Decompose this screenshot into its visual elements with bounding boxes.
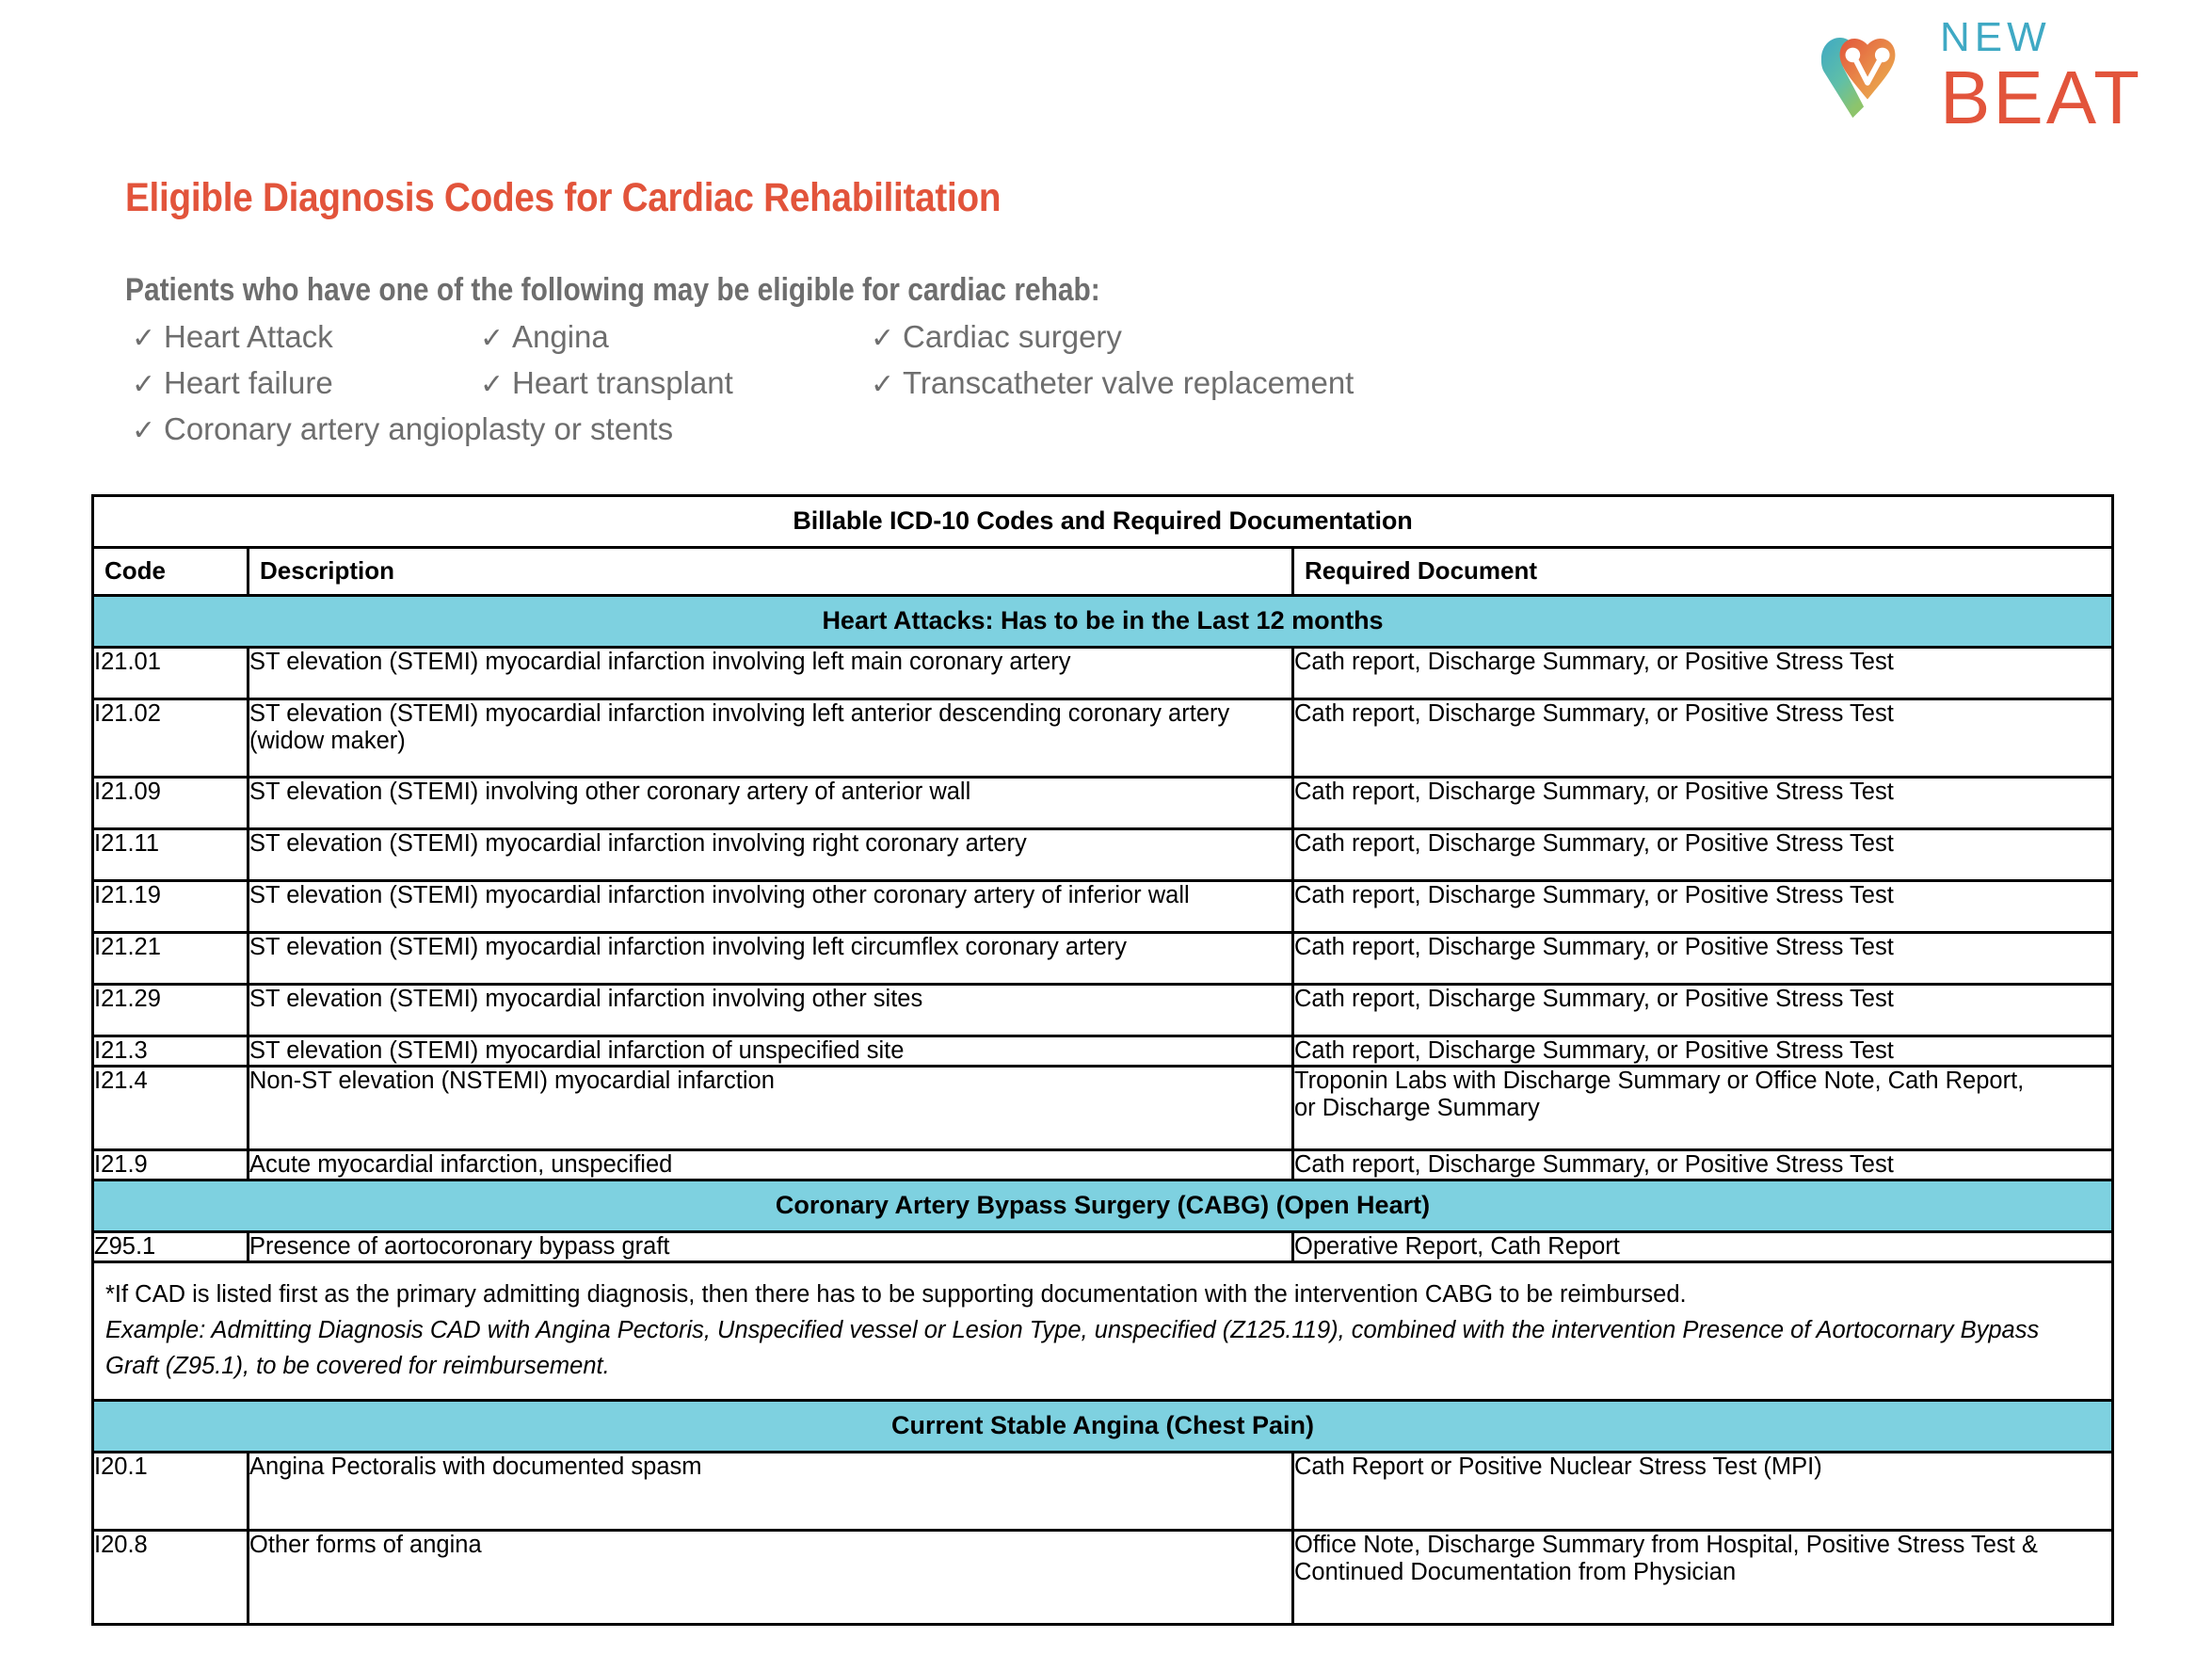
- list-item: [480, 314, 871, 361]
- cell-required-document: Cath report, Discharge Summary, or Positive Stress Test: [1293, 778, 2113, 829]
- cell-description: ST elevation (STEMI) myocardial infarction of unspecified site: [248, 1036, 1293, 1067]
- table-caption-row: [93, 496, 2113, 548]
- cell-code: I21.21: [93, 933, 248, 985]
- cell-description: ST elevation (STEMI) involving other coronary artery of anterior wall: [248, 778, 1293, 829]
- checklist-row: [132, 314, 1468, 361]
- cell-description: ST elevation (STEMI) myocardial infarction involving other coronary artery of inferior wall: [248, 881, 1293, 933]
- cell-required-document: Operative Report, Cath Report: [1293, 1232, 2113, 1262]
- table-caption: Billable ICD-10 Codes and Required Documentation: [93, 496, 2113, 548]
- checklist-row: [132, 407, 1468, 453]
- cell-description: Acute myocardial infarction, unspecified: [248, 1150, 1293, 1180]
- cell-description: ST elevation (STEMI) myocardial infarction involving left anterior descending coronary artery (widow maker): [248, 699, 1293, 778]
- eligibility-checklist: [132, 314, 1468, 453]
- list-item-label: Heart Attack: [164, 319, 333, 354]
- intro-text: Patients who have one of the following may be eligible for cardiac rehab:: [125, 272, 1100, 308]
- cell-required-document: Cath report, Discharge Summary, or Positive Stress Test: [1293, 985, 2113, 1036]
- table-row: [93, 699, 2113, 778]
- cell-description: ST elevation (STEMI) myocardial infarction involving left main coronary artery: [248, 648, 1293, 699]
- cell-code: I21.02: [93, 699, 248, 778]
- cell-required-line-1: Office Note, Discharge Summary from Hospital, Positive Stress Test &: [1294, 1532, 2038, 1558]
- table-row: [93, 933, 2113, 985]
- table-row: [93, 881, 2113, 933]
- cabg-footnote-cell: [93, 1262, 2113, 1401]
- checklist-row: [132, 361, 1468, 407]
- cell-code: I21.19: [93, 881, 248, 933]
- check-icon: ✓: [132, 369, 156, 400]
- cell-code: Z95.1: [93, 1232, 248, 1262]
- page-title: Eligible Diagnosis Codes for Cardiac Rehabilitation: [125, 175, 1002, 220]
- cell-description: Presence of aortocoronary bypass graft: [248, 1232, 1293, 1262]
- list-item: [132, 314, 480, 361]
- footnote-primary: *If CAD is listed first as the primary admitting diagnosis, then there has to be supporting documentation with the intervention CABG to be reimbursed.: [105, 1281, 1687, 1308]
- table-row: [93, 1150, 2113, 1180]
- table-row: [93, 648, 2113, 699]
- cell-required-line-1: Troponin Labs with Discharge Summary or Office Note, Cath Report,: [1294, 1068, 2025, 1094]
- section-header-label: Heart Attacks: Has to be in the Last 12 months: [93, 596, 2113, 648]
- cell-description: Other forms of angina: [248, 1531, 1293, 1625]
- cell-required-document: [1293, 1531, 2113, 1625]
- cabg-footnote-row: [93, 1262, 2113, 1401]
- list-item: [871, 314, 1122, 361]
- cell-description: ST elevation (STEMI) myocardial infarction involving right coronary artery: [248, 829, 1293, 881]
- cell-code: I21.4: [93, 1067, 248, 1150]
- logo-beat-text: BEAT: [1939, 56, 2142, 139]
- list-item-label: Cardiac surgery: [903, 319, 1122, 354]
- cell-required-document: Cath report, Discharge Summary, or Positive Stress Test: [1293, 1150, 2113, 1180]
- table-row: [93, 1453, 2113, 1531]
- cell-required-document: Cath report, Discharge Summary, or Positive Stress Test: [1293, 699, 2113, 778]
- check-icon: ✓: [871, 369, 895, 400]
- table-header-row: [93, 548, 2113, 596]
- list-item-label: Coronary artery angioplasty or stents: [164, 411, 674, 446]
- check-icon: ✓: [132, 323, 156, 354]
- section-header-angina: [93, 1401, 2113, 1453]
- list-item-label: Transcatheter valve replacement: [903, 365, 1354, 400]
- table-row: [93, 778, 2113, 829]
- brand-logo: [1812, 14, 2142, 139]
- cell-required-line-2: Continued Documentation from Physician: [1294, 1559, 1737, 1585]
- cell-description: ST elevation (STEMI) myocardial infarction involving other sites: [248, 985, 1293, 1036]
- cell-required-document: Cath report, Discharge Summary, or Positive Stress Test: [1293, 881, 2113, 933]
- list-item: [132, 361, 480, 407]
- cell-required-document: Cath report, Discharge Summary, or Positive Stress Test: [1293, 1036, 2113, 1067]
- section-header-label: Current Stable Angina (Chest Pain): [93, 1401, 2113, 1453]
- cell-required-document: Cath report, Discharge Summary, or Positive Stress Test: [1293, 829, 2113, 881]
- check-icon: ✓: [132, 415, 156, 446]
- table-row: [93, 1232, 2113, 1262]
- list-item-label: Angina: [512, 319, 609, 354]
- check-icon: ✓: [480, 369, 505, 400]
- column-header-required-document: Required Document: [1293, 548, 2113, 596]
- list-item-label: Heart transplant: [512, 365, 733, 400]
- logo-new-text: NEW: [1939, 14, 2051, 60]
- heart-logo-icon: [1812, 27, 1923, 125]
- logo-wordmark: [1939, 14, 2142, 139]
- cell-code: I21.09: [93, 778, 248, 829]
- table-row: [93, 985, 2113, 1036]
- cell-code: I21.9: [93, 1150, 248, 1180]
- cell-code: I20.1: [93, 1453, 248, 1531]
- cell-code: I21.29: [93, 985, 248, 1036]
- table-row: [93, 829, 2113, 881]
- icd-codes-table: [91, 494, 2114, 1626]
- footnote-example: Example: Admitting Diagnosis CAD with Angina Pectoris, Unspecified vessel or Lesion Type, unspecified (Z125.119), combined with the intervention Presence of Aortocornary Bypass Graft (Z95.1), to be covered for reimbursement.: [105, 1317, 2040, 1379]
- check-icon: ✓: [871, 323, 895, 354]
- column-header-description: Description: [248, 548, 1293, 596]
- list-item: [132, 407, 674, 453]
- cell-code: I20.8: [93, 1531, 248, 1625]
- check-icon: ✓: [480, 323, 505, 354]
- section-header-heart-attacks: [93, 596, 2113, 648]
- cell-description: ST elevation (STEMI) myocardial infarction involving left circumflex coronary artery: [248, 933, 1293, 985]
- list-item-label: Heart failure: [164, 365, 333, 400]
- cell-required-document: Cath report, Discharge Summary, or Positive Stress Test: [1293, 648, 2113, 699]
- cell-description: Angina Pectoralis with documented spasm: [248, 1453, 1293, 1531]
- cell-code: I21.01: [93, 648, 248, 699]
- cell-required-document: Cath report, Discharge Summary, or Positive Stress Test: [1293, 933, 2113, 985]
- table-row: [93, 1531, 2113, 1625]
- cell-required-document: Cath Report or Positive Nuclear Stress Test (MPI): [1293, 1453, 2113, 1531]
- cell-description: Non-ST elevation (NSTEMI) myocardial infarction: [248, 1067, 1293, 1150]
- cell-code: I21.3: [93, 1036, 248, 1067]
- list-item: [480, 361, 871, 407]
- section-header-cabg: [93, 1180, 2113, 1232]
- list-item: [871, 361, 1354, 407]
- cell-code: I21.11: [93, 829, 248, 881]
- column-header-code: Code: [93, 548, 248, 596]
- cell-required-document: [1293, 1067, 2113, 1150]
- cell-required-line-2: or Discharge Summary: [1294, 1095, 1540, 1121]
- table-row: [93, 1036, 2113, 1067]
- table-row: [93, 1067, 2113, 1150]
- section-header-label: Coronary Artery Bypass Surgery (CABG) (Open Heart): [93, 1180, 2113, 1232]
